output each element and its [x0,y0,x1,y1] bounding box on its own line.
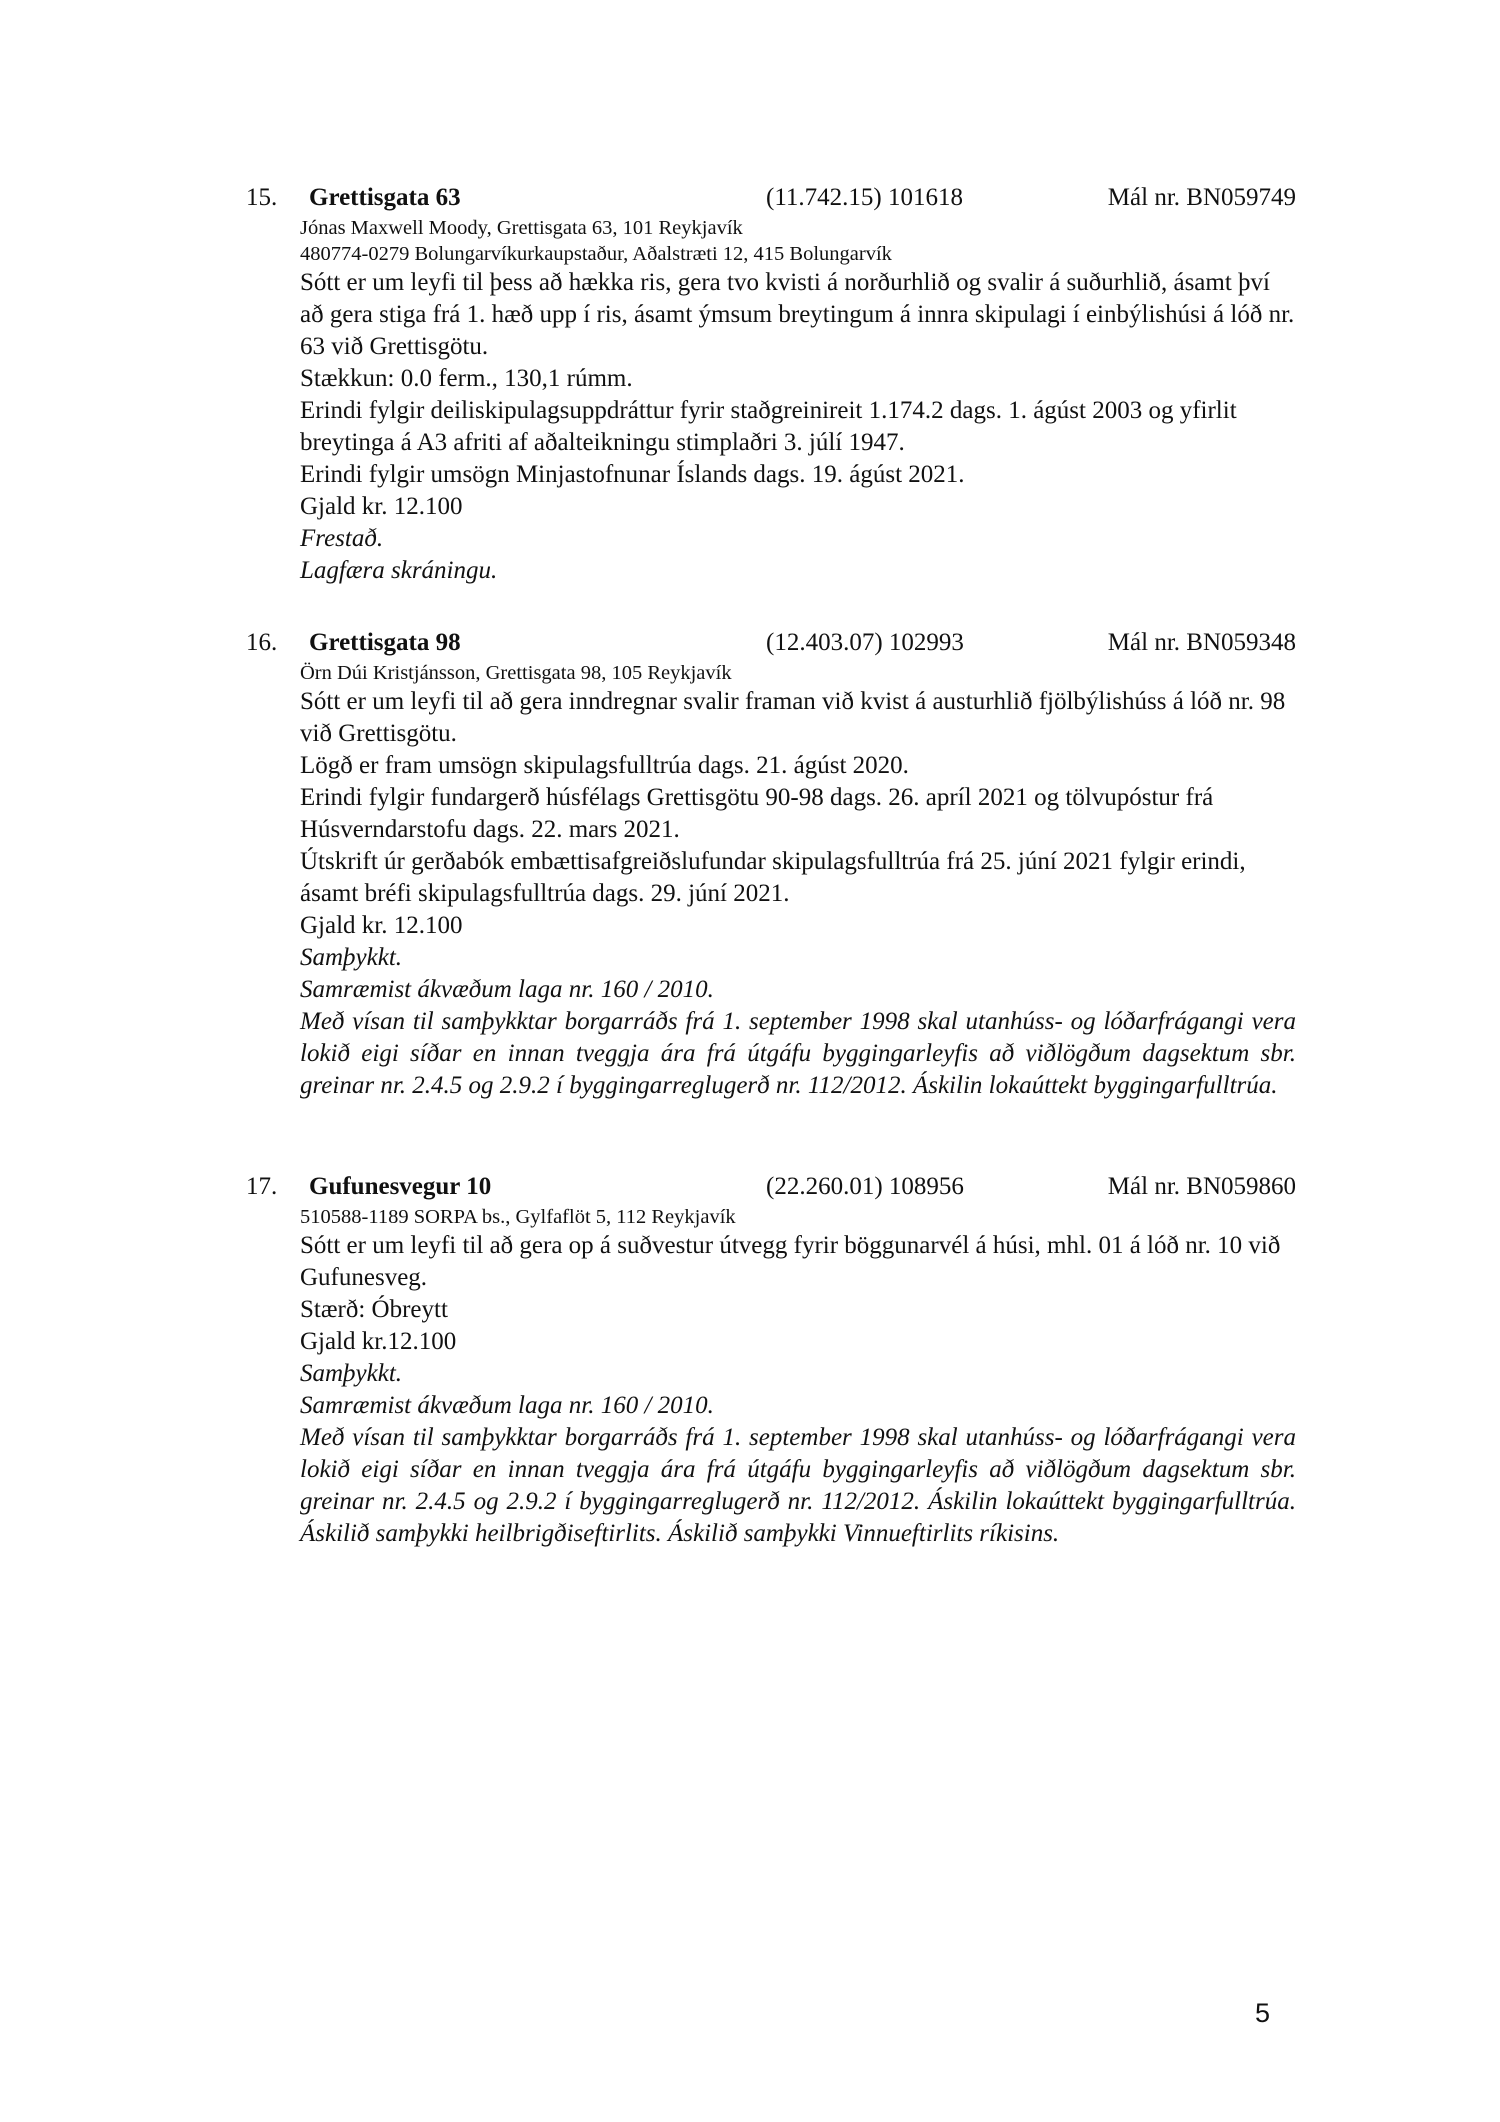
decision-line: Samræmist ákvæðum laga nr. 160 / 2010. [300,976,714,1003]
description-paragraph: Sótt er um leyfi til þess að hækka ris, gera tvo kvisti á norðurhlið og svalir á suðurhlið, ásamt því að gera stiga frá 1. hæð upp í ris, ásamt ýmsum breytingum á innra skipulagi í einbýlishúsi á lóð nr. 63 við Grettisgötu. [300,269,1295,360]
attachment-paragraph: Erindi fylgir fundargerð húsfélags Grettisgötu 90-98 dags. 26. apríl 2021 og tölvupóstur frá Húsverndarstofu dags. 22. mars 2021. [300,784,1214,843]
entry-number: 15. [246,184,278,211]
fee-line: Gjald kr. 12.100 [300,493,463,520]
entry-reference: (22.260.01) 108956 [766,1173,964,1200]
description-paragraph: Sótt er um leyfi til að gera inndregnar svalir framan við kvist á austurhlið fjölbýlishúss á lóð nr. 98 við Grettisgötu. [300,688,1286,747]
applicant-line: Örn Dúi Kristjánsson, Grettisgata 98, 105 Reykjavík [300,662,732,684]
decision-line: Lagfæra skráningu. [300,557,498,584]
entry-header [246,181,1296,215]
description-paragraph: Sótt er um leyfi til að gera op á suðvestur útvegg fyrir böggunarvél á húsi, mhl. 01 á lóð nr. 10 við Gufunesveg. [300,1232,1281,1291]
case-entry [246,1170,1296,1550]
applicant-line: 480774-0279 Bolungarvíkurkaupstaður, Aðalstræti 12, 415 Bolungarvík [300,243,892,265]
entry-address: Gufunesvegur 10 [309,1173,492,1200]
entry-number: 17. [246,1173,278,1200]
applicant-line: Jónas Maxwell Moody, Grettisgata 63, 101 Reykjavík [300,217,743,239]
attachment-paragraph: Erindi fylgir deiliskipulagsuppdráttur fyrir staðgreinireit 1.174.2 dags. 1. ágúst 2003 og yfirlit breytinga á A3 afriti af aðalteikningu stimplaðri 3. júlí 1947. [300,397,1237,456]
entry-body [300,660,1296,1102]
fee-line: Gjald kr. 12.100 [300,912,463,939]
decision-conditions: Með vísan til samþykktar borgarráðs frá 1. september 1998 skal utanhúss- og lóðarfrágangi vera lokið eigi síðar en innan tveggja ára frá útgáfu byggingarleyfis að viðlögðum dagsektum sbr. greinar nr. 2.4.5 og 2.9.2 í byggingarreglugerð nr. 112/2012. Áskilin lokaúttekt byggingarfulltrúa. Áskilið samþykki heilbrigðiseftirlits. Áskilið samþykki Vinnueftirlits ríkisins. [300,1424,1296,1547]
applicant-line: 510588-1189 SORPA bs., Gylfaflöt 5, 112 Reykjavík [300,1206,736,1228]
size-line: Stækkun: 0.0 ferm., 130,1 rúmm. [300,365,633,392]
entry-number: 16. [246,629,278,656]
case-entry [246,626,1296,1102]
entry-header [246,1170,1296,1204]
entry-address: Grettisgata 98 [309,629,461,656]
page-number: 5 [1255,1998,1271,2028]
attachment-paragraph: Erindi fylgir umsögn Minjastofnunar Íslands dags. 19. ágúst 2021. [300,461,965,488]
review-paragraph: Lögð er fram umsögn skipulagsfulltrúa dags. 21. ágúst 2020. [300,752,909,779]
decision-line: Samræmist ákvæðum laga nr. 160 / 2010. [300,1392,714,1419]
entry-body [300,215,1296,587]
entry-case-number: Mál nr. BN059749 [1107,184,1296,211]
entry-reference: (12.403.07) 102993 [766,629,964,656]
size-line: Stærð: Óbreytt [300,1296,448,1323]
case-entry [246,181,1296,587]
entry-reference: (11.742.15) 101618 [766,184,963,211]
entry-header [246,626,1296,660]
decision-conditions: Með vísan til samþykktar borgarráðs frá 1. september 1998 skal utanhúss- og lóðarfrágangi vera lokið eigi síðar en innan tveggja ára frá útgáfu byggingarleyfis að viðlögðum dagsektum sbr. greinar nr. 2.4.5 og 2.9.2 í byggingarreglugerð nr. 112/2012. Áskilin lokaúttekt byggingarfulltrúa. [300,1008,1296,1099]
decision-line: Samþykkt. [300,944,403,971]
entry-case-number: Mál nr. BN059348 [1107,629,1296,656]
decision-line: Frestað. [300,525,384,552]
entry-body [300,1204,1296,1550]
attachment-paragraph: Útskrift úr gerðabók embættisafgreiðslufundar skipulagsfulltrúa frá 25. júní 2021 fylgir erindi, ásamt bréfi skipulagsfulltrúa dags. 29. júní 2021. [300,848,1246,907]
decision-line: Samþykkt. [300,1360,403,1387]
entry-case-number: Mál nr. BN059860 [1107,1173,1296,1200]
fee-line: Gjald kr.12.100 [300,1328,457,1355]
entry-address: Grettisgata 63 [309,184,461,211]
